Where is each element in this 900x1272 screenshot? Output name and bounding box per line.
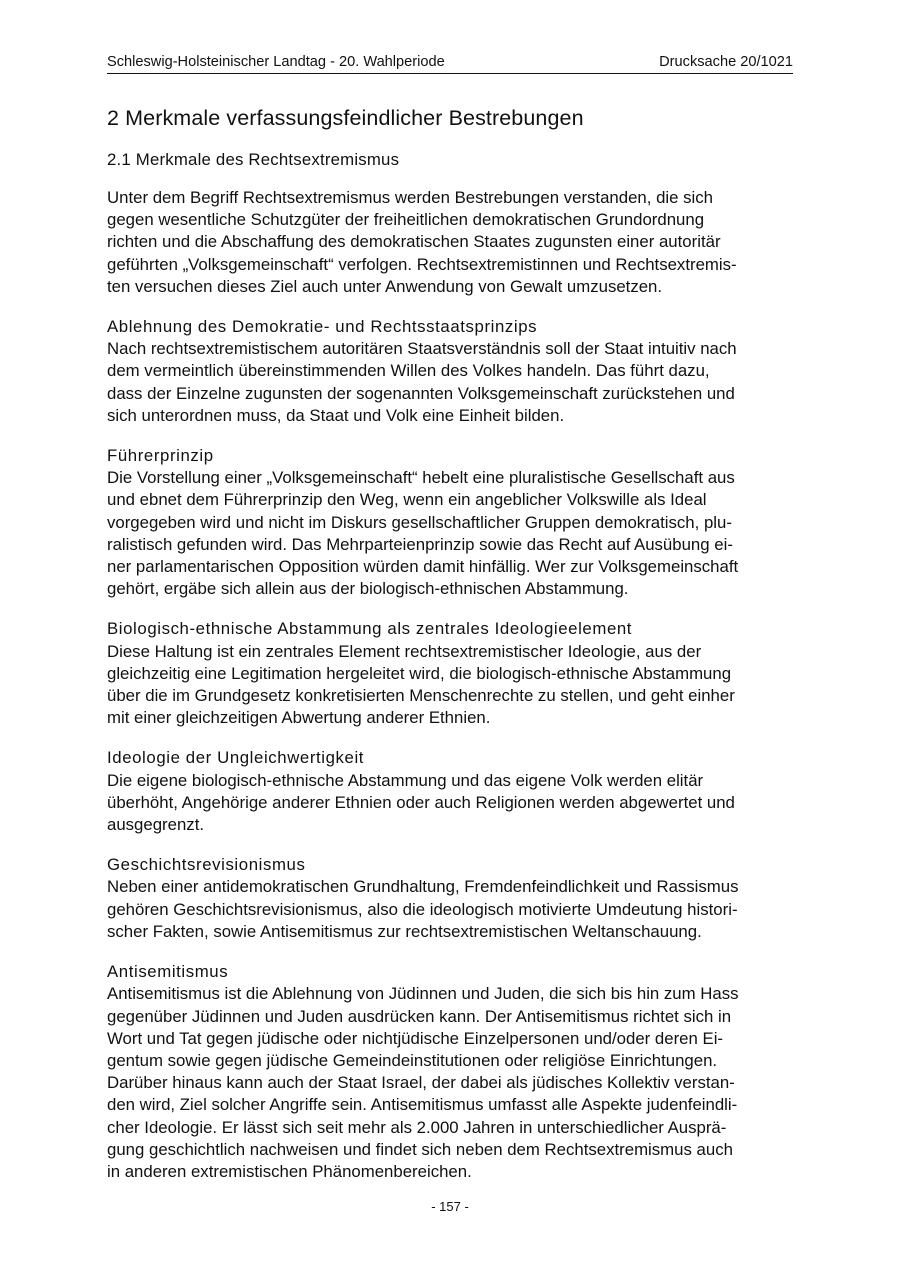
subsection-fuehrerprinzip bbox=[107, 445, 793, 600]
header-document-number: Drucksache 20/1021 bbox=[659, 54, 793, 70]
intro-paragraph: Unter dem Begriff Rechtsextremismus werden Bestrebungen verstanden, die sich gegen wesentliche Schutzgüter der freiheitlichen demokratischen Grundordnung richten und die Abschaffung des demokratischen Staates zugunsten einer autoritär geführten „Volksgemeinschaft“ verfolgen. Rechtsextremistinnen und Rechtsextremis- ten versuchen dieses Ziel auch unter Anwendung von Gewalt umzusetzen. bbox=[107, 188, 737, 296]
subsection-heading: Biologisch-ethnische Abstammung als zentrales Ideologieelement bbox=[107, 619, 633, 639]
subsection-heading: Ideologie der Ungleichwertigkeit bbox=[107, 748, 365, 768]
document-page bbox=[107, 52, 793, 1183]
page-number: - 157 - bbox=[431, 1199, 469, 1214]
subsection-text: Die Vorstellung einer „Volksgemeinschaft“ hebelt eine pluralistische Gesellschaft aus und ebnet dem Führerprinzip den Weg, wenn ein angeblicher Volkswille als Ideal vorgegeben wird und nicht im Diskurs gesellschaftlicher Gruppen demokratisch, plu- ralistisch gefunden wird. Das Mehrparteienprinzip sowie das Recht auf Ausübung ei- ner parlamentarischen Opposition würden damit hinfällig. Wer zur Volksgemeinschaft gehört, ergäbe sich allein aus der biologisch-ethnischen Abstammung. bbox=[107, 468, 739, 599]
running-header bbox=[107, 52, 793, 74]
section-title: 2.1 Merkmale des Rechtsextremismus bbox=[107, 150, 400, 169]
subsection-geschichtsrevisionismus bbox=[107, 854, 793, 943]
subsection-text: Nach rechtsextremistischem autoritären Staatsverständnis soll der Staat intuitiv nach dem vermeintlich übereinstimmenden Willen des Volkes handeln. Das führt dazu, dass der Einzelne zugunsten der sogenannten Volksgemeinschaft zurückstehen und sich unterordnen muss, da Staat und Volk eine Einheit bilden. bbox=[107, 339, 737, 425]
subsection-antisemitismus bbox=[107, 961, 793, 1183]
subsection-abstammung bbox=[107, 618, 793, 729]
header-parliament: Schleswig-Holsteinischer Landtag - 20. Wahlperiode bbox=[107, 54, 445, 70]
subsection-heading: Geschichtsrevisionismus bbox=[107, 855, 306, 875]
chapter-title: 2 Merkmale verfassungsfeindlicher Bestrebungen bbox=[107, 106, 584, 130]
subsection-text: Diese Haltung ist ein zentrales Element rechtsextremistischer Ideologie, aus der gleichzeitig eine Legitimation hergeleitet wird, die biologisch-ethnische Abstammung über die im Grundgesetz konkretisierten Menschenrechte zu stellen, und geht einher mit einer gleichzeitigen Abwertung anderer Ethnien. bbox=[107, 641, 735, 728]
subsection-ungleichwertigkeit bbox=[107, 747, 793, 836]
subsection-democracy bbox=[107, 316, 793, 427]
subsection-text: Antisemitismus ist die Ablehnung von Jüdinnen und Juden, die sich bis hin zum Hass gegenüber Jüdinnen und Juden ausdrücken kann. Der Antisemitismus richtet sich in Wort und Tat gegen jüdische oder nichtjüdische Einzelpersonen und/oder deren Ei- gentum sowie gegen jüdische Gemeindeinstitutionen oder religiöse Einrichtungen. Darüber hinaus kann auch der Staat Israel, der dabei als jüdisches Kollektiv verstan- den wird, Ziel solcher Angriffe sein. Antisemitismus umfasst alle Aspekte judenfeindli- cher Ideologie. Er lässt sich seit mehr als 2.000 Jahren in unterschiedlicher Ausprä- gung geschichtlich nachweisen und findet sich neben dem Rechtsextremismus auch in anderen extremistischen Phänomenbereichen. bbox=[107, 984, 739, 1181]
subsection-text: Neben einer antidemokratischen Grundhaltung, Fremdenfeindlichkeit und Rassismus gehören Geschichtsrevisionismus, also die ideologisch motivierte Umdeutung histori- scher Fakten, sowie Antisemitismus zur rechtsextremistischen Weltanschauung. bbox=[107, 877, 739, 941]
subsection-heading: Antisemitismus bbox=[107, 962, 229, 982]
subsection-heading: Führerprinzip bbox=[107, 446, 214, 466]
subsection-text: Die eigene biologisch-ethnische Abstammung und das eigene Volk werden elitär überhöht, Angehörige anderer Ethnien oder auch Religionen werden abgewertet und ausgegrenzt. bbox=[107, 770, 735, 835]
subsection-heading: Ablehnung des Demokratie- und Rechtsstaatsprinzips bbox=[107, 317, 538, 337]
